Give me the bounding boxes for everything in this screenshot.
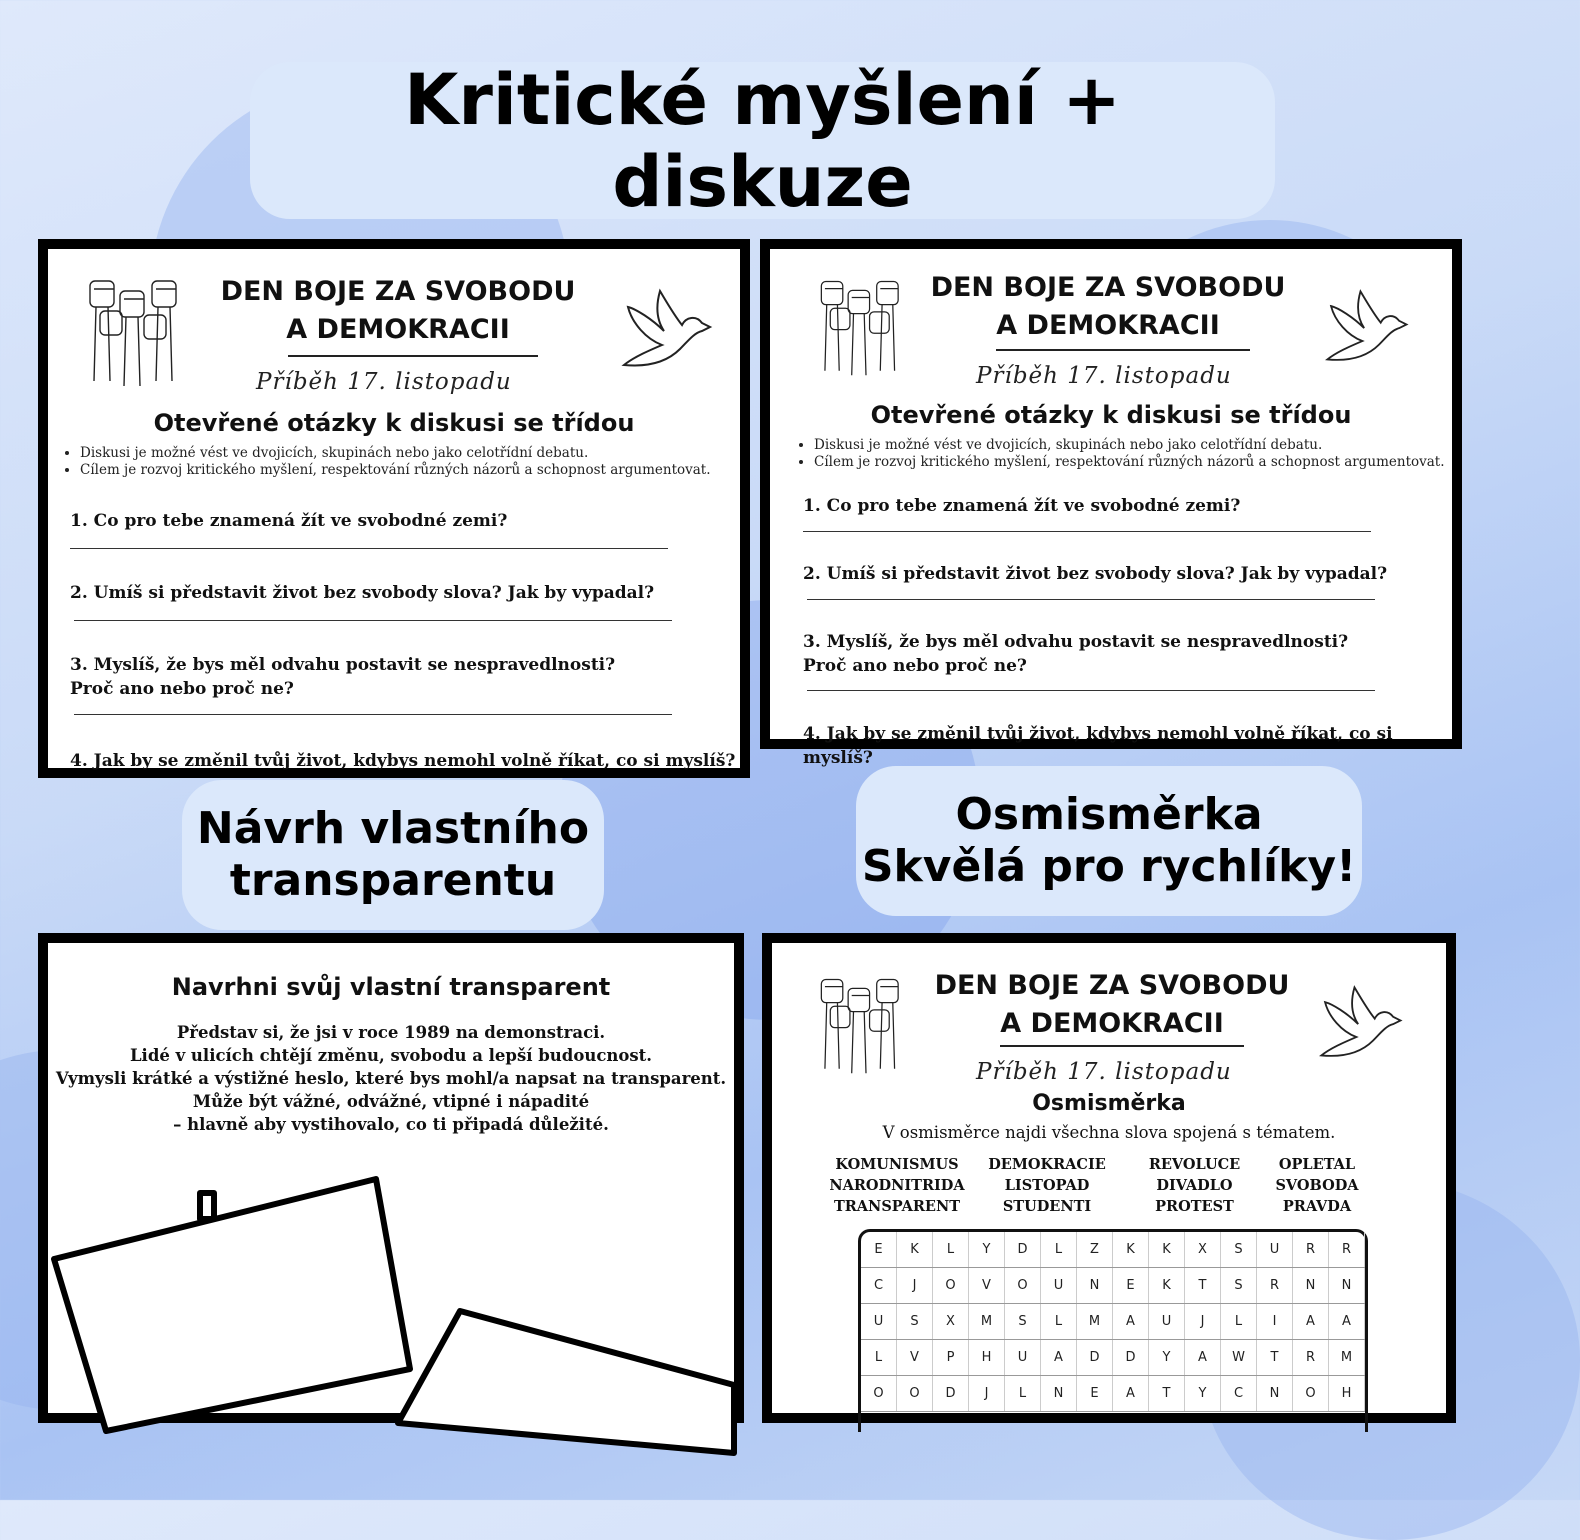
- word-item: DEMOKRACIE: [988, 1156, 1106, 1173]
- grid-cell[interactable]: L: [1221, 1304, 1257, 1340]
- instruction-item: • Diskusi je možné vést ve dvojicích, skupinách nebo jako celotřídní debatu.: [814, 437, 1474, 454]
- script-subtitle: Příběh 17. listopadu: [976, 363, 1232, 389]
- grid-cell[interactable]: O: [933, 1268, 969, 1304]
- grid-cell[interactable]: U: [1041, 1268, 1077, 1304]
- grid-cell[interactable]: K: [1149, 1232, 1185, 1268]
- grid-cell[interactable]: X: [933, 1304, 969, 1340]
- question-3: 3. Myslíš, že bys měl odvahu postavit se nespravedlnosti?: [70, 655, 616, 675]
- banner-subtitle: Navrhni svůj vlastní transparent: [171, 973, 611, 1001]
- worksheet-title-line2: A DEMOKRACII: [996, 310, 1220, 341]
- word-item: LISTOPAD: [1004, 1177, 1090, 1194]
- answer-line[interactable]: [70, 548, 668, 549]
- grid-cell[interactable]: S: [1005, 1304, 1041, 1340]
- grid-cell[interactable]: E: [1113, 1268, 1149, 1304]
- word-item: DIVADLO: [1156, 1177, 1233, 1194]
- grid-cell[interactable]: C: [861, 1268, 897, 1304]
- grid-cell[interactable]: O: [1005, 1268, 1041, 1304]
- grid-cell[interactable]: N: [1041, 1376, 1077, 1412]
- instruction-line: Představ si, že jsi v roce 1989 na demonstraci.: [176, 1023, 606, 1042]
- grid-cell[interactable]: M: [1329, 1340, 1365, 1376]
- word-list-column: [812, 1154, 982, 1217]
- instruction-item: • Cílem je rozvoj kritického myšlení, respektování různých názorů a schopnost argumentovat.: [80, 462, 750, 479]
- word-list-column: [1252, 1154, 1382, 1217]
- grid-cell[interactable]: S: [1221, 1268, 1257, 1304]
- discussion-card-left: [38, 239, 750, 778]
- wordsearch-label: [856, 766, 1362, 916]
- question-2: 2. Umíš si představit život bez svobody slova? Jak by vypadal?: [803, 564, 1388, 584]
- worksheet-title: [908, 269, 1308, 345]
- grid-cell[interactable]: A: [1329, 1304, 1365, 1340]
- grid-cell[interactable]: J: [969, 1376, 1005, 1412]
- grid-cell[interactable]: W: [1221, 1340, 1257, 1376]
- grid-cell[interactable]: V: [897, 1340, 933, 1376]
- page-title-text: Kritické myšlení + diskuze: [404, 58, 1121, 223]
- grid-cell[interactable]: M: [1077, 1304, 1113, 1340]
- grid-cell[interactable]: L: [933, 1232, 969, 1268]
- title-divider: [996, 349, 1250, 351]
- grid-cell[interactable]: R: [1293, 1340, 1329, 1376]
- instruction-item: • Cílem je rozvoj kritického myšlení, respektování různých názorů a schopnost argumentovat.: [814, 454, 1474, 471]
- question-3-continued: Proč ano nebo proč ne?: [803, 656, 1027, 676]
- word-item: OPLETAL: [1278, 1156, 1356, 1173]
- grid-cell[interactable]: R: [1293, 1232, 1329, 1268]
- grid-cell[interactable]: Y: [1149, 1340, 1185, 1376]
- discussion-subtitle: Otevřené otázky k diskusi se třídou: [153, 409, 635, 437]
- grid-cell[interactable]: O: [897, 1376, 933, 1412]
- grid-cell[interactable]: N: [1329, 1268, 1365, 1304]
- grid-cell[interactable]: A: [1293, 1304, 1329, 1340]
- answer-line[interactable]: [74, 714, 672, 715]
- answer-line[interactable]: [74, 620, 672, 621]
- blank-protest-sign[interactable]: [48, 1153, 734, 1423]
- grid-cell[interactable]: Y: [969, 1232, 1005, 1268]
- grid-cell[interactable]: T: [1149, 1376, 1185, 1412]
- question-1: 1. Co pro tebe znamená žít ve svobodné zemi?: [70, 511, 508, 531]
- question-1: 1. Co pro tebe znamená žít ve svobodné zemi?: [803, 496, 1241, 516]
- grid-cell[interactable]: E: [861, 1232, 897, 1268]
- grid-cell[interactable]: K: [1149, 1268, 1185, 1304]
- worksheet-title-line2: A DEMOKRACII: [1000, 1008, 1224, 1039]
- grid-cell[interactable]: L: [1005, 1376, 1041, 1412]
- grid-cell[interactable]: N: [1257, 1376, 1293, 1412]
- grid-cell[interactable]: H: [969, 1340, 1005, 1376]
- grid-cell[interactable]: A: [1041, 1340, 1077, 1376]
- answer-line[interactable]: [807, 599, 1375, 600]
- discussion-instructions: [794, 437, 1474, 471]
- grid-cell[interactable]: C: [1221, 1376, 1257, 1412]
- worksheet-title-line1: DEN BOJE ZA SVOBODU: [930, 272, 1286, 303]
- worksheet-title-line1: DEN BOJE ZA SVOBODU: [934, 970, 1290, 1001]
- grid-cell[interactable]: R: [1329, 1232, 1365, 1268]
- question-3: 3. Myslíš, že bys měl odvahu postavit se nespravedlnosti?: [803, 632, 1349, 652]
- question-4: 4. Jak by se změnil tvůj život, kdybys nemohl volně říkat, co si myslíš?: [70, 751, 736, 771]
- grid-row: [861, 1304, 1365, 1340]
- grid-cell[interactable]: A: [1113, 1304, 1149, 1340]
- instruction-line: – hlavně aby vystihovalo, co ti připadá důležité.: [173, 1115, 609, 1134]
- grid-cell[interactable]: R: [1257, 1268, 1293, 1304]
- grid-cell[interactable]: D: [1113, 1340, 1149, 1376]
- grid-cell[interactable]: D: [933, 1376, 969, 1412]
- grid-cell[interactable]: Y: [1185, 1376, 1221, 1412]
- grid-cell[interactable]: N: [1293, 1268, 1329, 1304]
- worksheet-title: [912, 967, 1312, 1043]
- grid-cell[interactable]: L: [1041, 1232, 1077, 1268]
- grid-cell[interactable]: Z: [1077, 1232, 1113, 1268]
- grid-row: [861, 1232, 1365, 1268]
- word-item: STUDENTI: [1002, 1198, 1092, 1215]
- wordsearch-label-line2: Skvělá pro rychlíky!: [861, 841, 1357, 892]
- grid-cell[interactable]: S: [897, 1304, 933, 1340]
- grid-cell[interactable]: A: [1113, 1376, 1149, 1412]
- grid-cell[interactable]: L: [861, 1340, 897, 1376]
- grid-cell[interactable]: I: [1257, 1304, 1293, 1340]
- word-item: NARODNITRIDA: [829, 1177, 965, 1194]
- grid-cell[interactable]: D: [1077, 1340, 1113, 1376]
- grid-cell[interactable]: K: [1113, 1232, 1149, 1268]
- worksheet-title: [188, 273, 608, 349]
- page-title: [250, 58, 1275, 223]
- instruction-line: Lidé v ulicích chtějí změnu, svobodu a lepší budoucnost.: [129, 1046, 653, 1065]
- title-divider: [288, 355, 538, 357]
- word-item: KOMUNISMUS: [835, 1156, 959, 1173]
- word-item: PROTEST: [1155, 1198, 1234, 1215]
- grid-cell[interactable]: O: [861, 1376, 897, 1412]
- grid-cell[interactable]: U: [861, 1304, 897, 1340]
- grid-cell[interactable]: E: [1077, 1376, 1113, 1412]
- raised-fists-icon: [816, 271, 916, 383]
- grid-cell[interactable]: U: [1149, 1304, 1185, 1340]
- grid-cell[interactable]: D: [1005, 1232, 1041, 1268]
- word-item: REVOLUCE: [1148, 1156, 1241, 1173]
- grid-row: [861, 1340, 1365, 1376]
- script-subtitle: Příběh 17. listopadu: [976, 1059, 1232, 1085]
- word-item: PRAVDA: [1282, 1198, 1352, 1215]
- question-4: 4. Jak by se změnil tvůj život, kdybys nemohl volně říkat, co si myslíš?: [803, 724, 1393, 768]
- grid-cell[interactable]: L: [1041, 1304, 1077, 1340]
- grid-cell[interactable]: S: [1221, 1232, 1257, 1268]
- script-subtitle: Příběh 17. listopadu: [256, 369, 512, 395]
- question-2: 2. Umíš si představit život bez svobody slova? Jak by vypadal?: [70, 583, 655, 603]
- banner-design-card: [38, 933, 744, 1423]
- wordsearch-intro: V osmisměrce najdi všechna slova spojená s tématem.: [882, 1123, 1336, 1142]
- grid-cell[interactable]: O: [1293, 1376, 1329, 1412]
- raised-fists-icon: [816, 969, 916, 1081]
- wordsearch-subtitle: Osmisměrka: [1032, 1091, 1186, 1116]
- grid-cell[interactable]: V: [969, 1268, 1005, 1304]
- grid-cell[interactable]: U: [1005, 1340, 1041, 1376]
- grid-cell[interactable]: N: [1077, 1268, 1113, 1304]
- dove-icon: [616, 285, 716, 381]
- answer-line[interactable]: [807, 690, 1375, 691]
- title-divider: [1000, 1045, 1244, 1047]
- grid-cell[interactable]: J: [1185, 1304, 1221, 1340]
- grid-cell[interactable]: K: [897, 1232, 933, 1268]
- wordsearch-table: [861, 1232, 1365, 1412]
- word-list-column: [1122, 1154, 1267, 1217]
- banner-label-line1: Návrh vlastního: [196, 803, 590, 854]
- word-item: TRANSPARENT: [833, 1198, 961, 1215]
- grid-cell[interactable]: X: [1185, 1232, 1221, 1268]
- question-3-continued: Proč ano nebo proč ne?: [70, 679, 294, 699]
- banner-label: [182, 780, 604, 930]
- grid-cell[interactable]: A: [1185, 1340, 1221, 1376]
- answer-line[interactable]: [803, 531, 1371, 532]
- grid-row: [861, 1376, 1365, 1412]
- grid-cell[interactable]: T: [1185, 1268, 1221, 1304]
- wordsearch-card: [762, 933, 1456, 1423]
- instruction-item: • Diskusi je možné vést ve dvojicích, skupinách nebo jako celotřídní debatu.: [80, 445, 750, 462]
- wordsearch-grid: [858, 1229, 1368, 1432]
- instruction-line: Může být vážné, odvážné, vtipné i nápadité: [192, 1092, 590, 1111]
- grid-cell[interactable]: M: [969, 1304, 1005, 1340]
- instruction-line: Vymysli krátké a výstižné heslo, které bys mohl/a napsat na transparent.: [55, 1069, 727, 1088]
- grid-cell[interactable]: T: [1257, 1340, 1293, 1376]
- worksheet-title-line1: DEN BOJE ZA SVOBODU: [220, 276, 576, 307]
- raised-fists-icon: [84, 271, 196, 393]
- worksheet-title-line2: A DEMOKRACII: [286, 314, 510, 345]
- word-list-column: [972, 1154, 1122, 1217]
- grid-cell[interactable]: U: [1257, 1232, 1293, 1268]
- dove-icon: [1314, 981, 1406, 1071]
- banner-instructions: [48, 1021, 734, 1136]
- discussion-instructions: [60, 445, 750, 479]
- grid-cell[interactable]: P: [933, 1340, 969, 1376]
- discussion-subtitle: Otevřené otázky k diskusi se třídou: [870, 401, 1352, 429]
- discussion-card-right: [760, 239, 1462, 768]
- wordsearch-label-line1: Osmisměrka: [955, 789, 1263, 840]
- grid-cell[interactable]: H: [1329, 1376, 1365, 1412]
- grid-row: [861, 1268, 1365, 1304]
- dove-icon: [1320, 285, 1412, 375]
- grid-cell[interactable]: J: [897, 1268, 933, 1304]
- word-item: SVOBODA: [1275, 1177, 1359, 1194]
- banner-label-line2: transparentu: [229, 855, 557, 906]
